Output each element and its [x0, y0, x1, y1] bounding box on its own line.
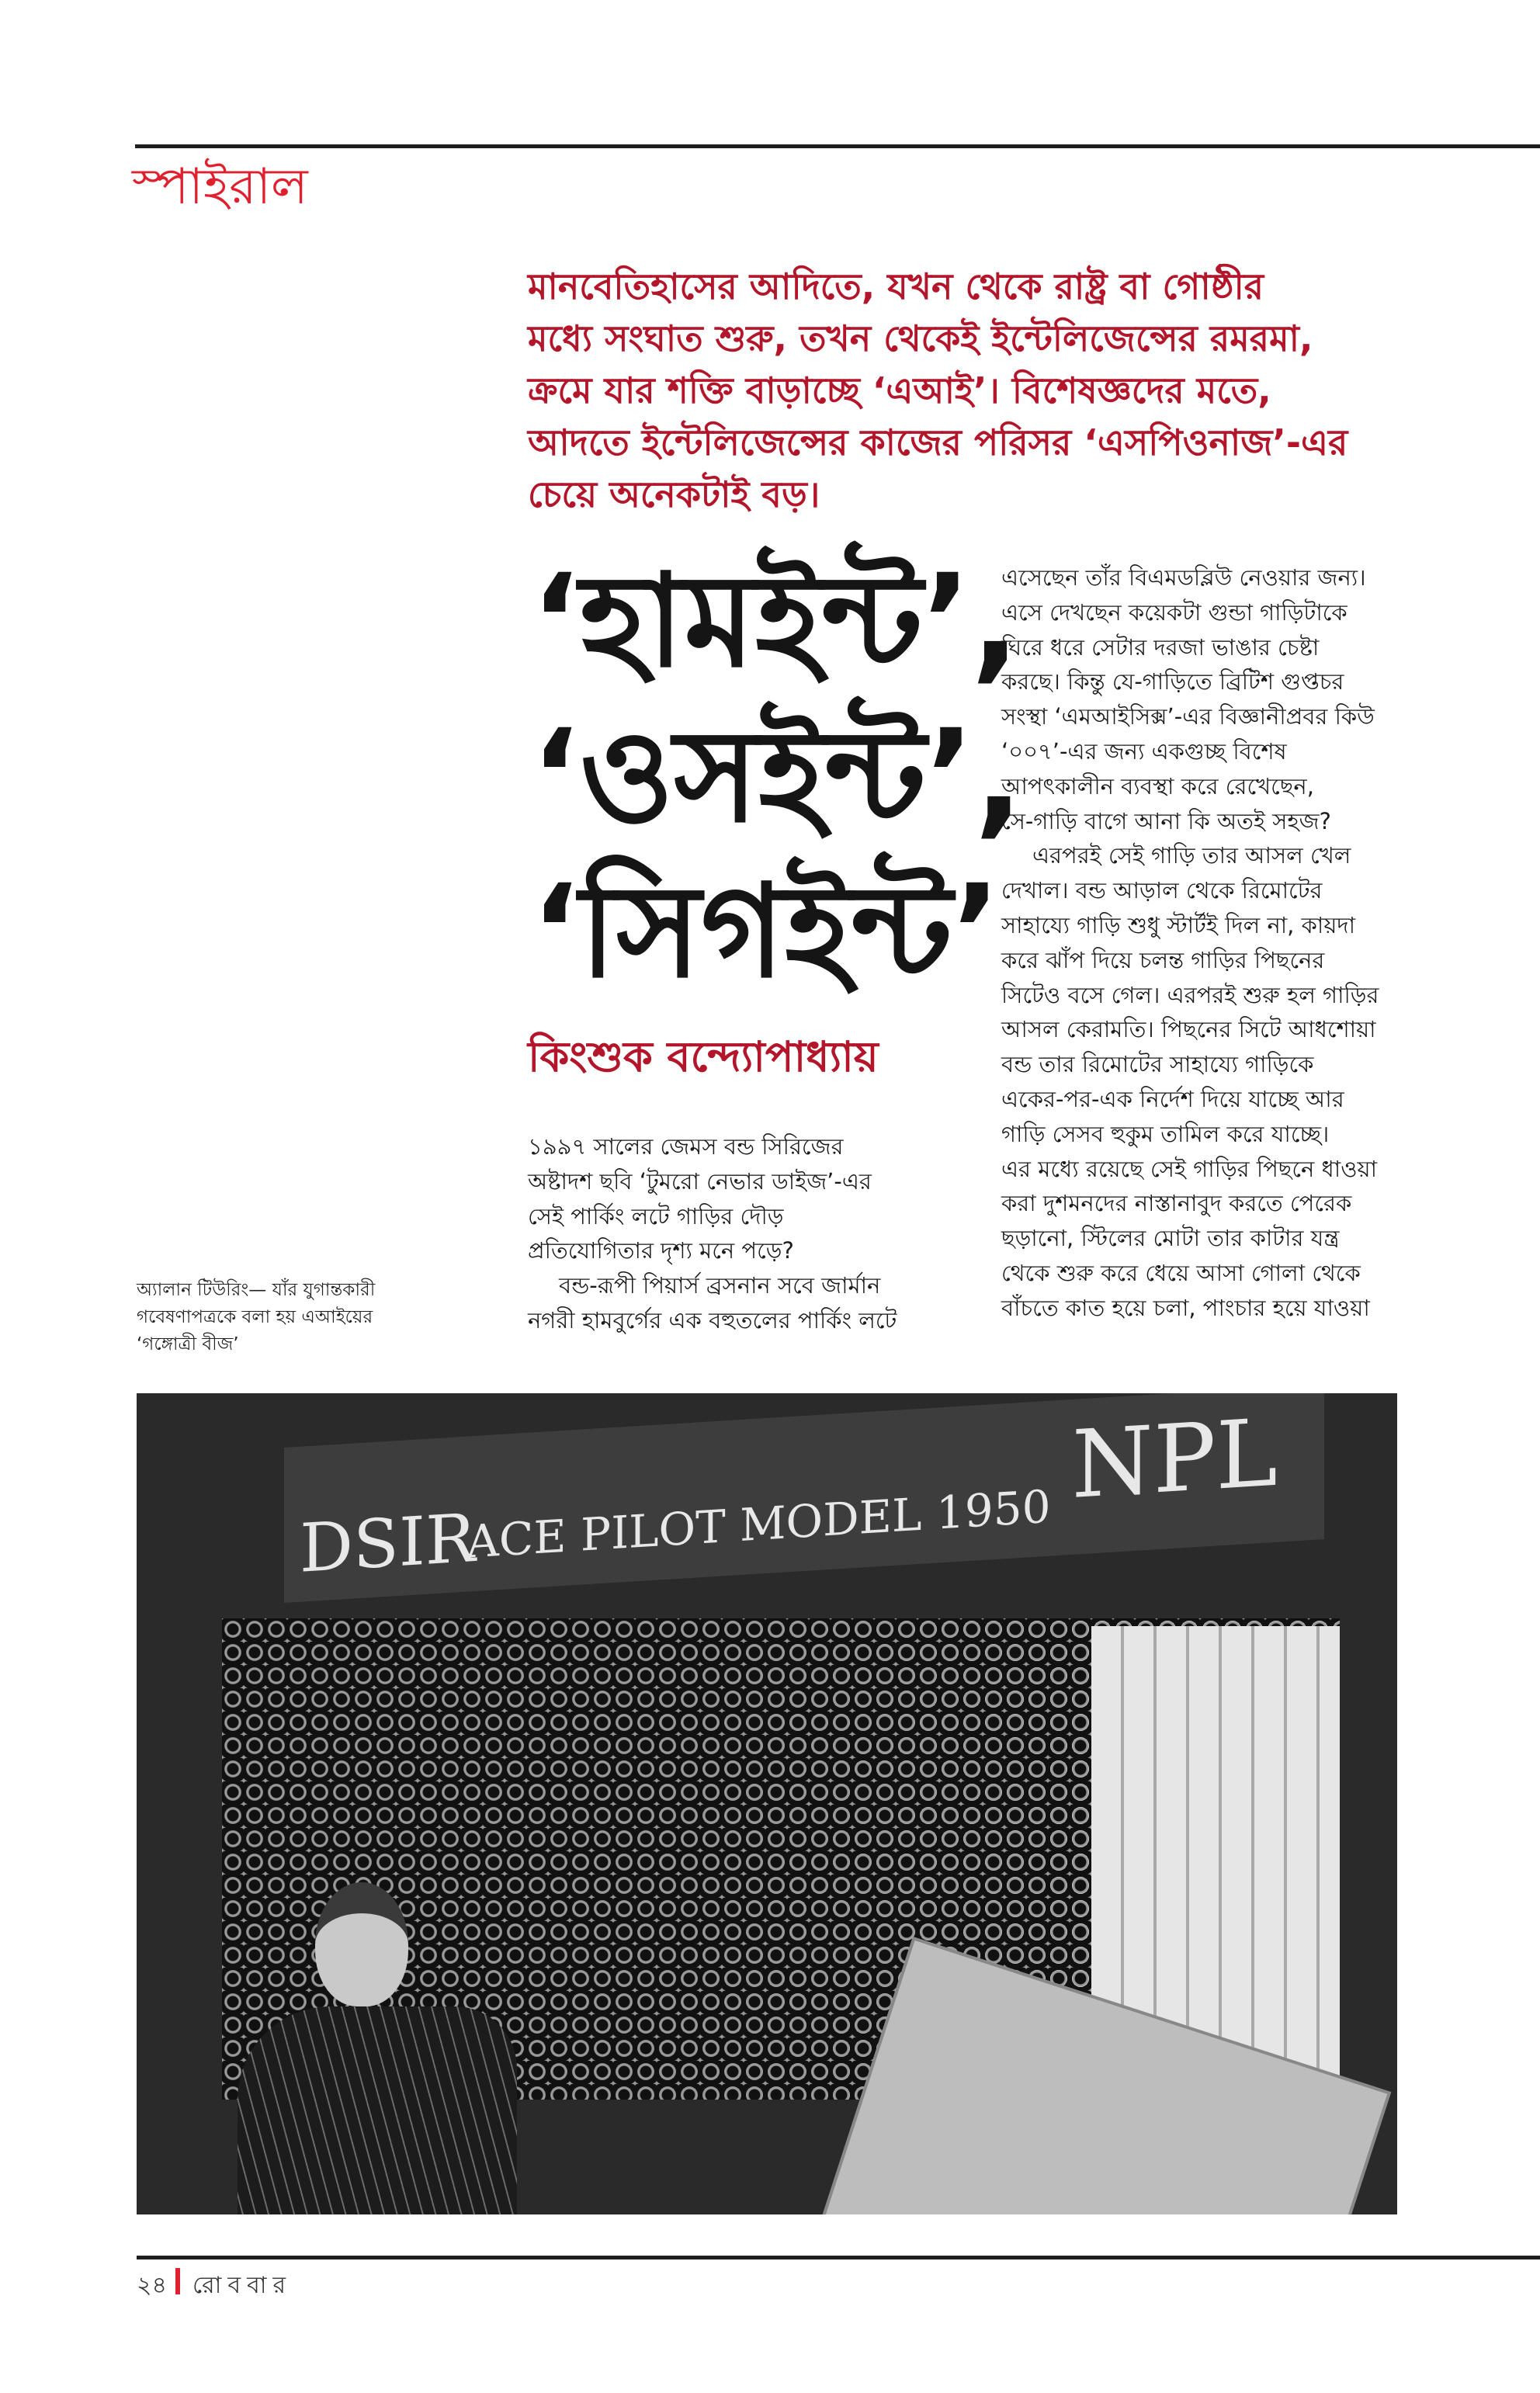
body-line: আসল কেরামতি। পিছনের সিটে আধশোয়া — [1001, 1016, 1376, 1043]
standfirst — [528, 261, 1428, 521]
body-line: অষ্টাদশ ছবি ‘টুমরো নেভার ডাইজ’-এর — [528, 1167, 872, 1195]
headline-line: ‘হামইন্ট’, — [531, 546, 1020, 695]
caption-line: অ্যালান টিউরিং— যাঁর যুগান্তকারী — [137, 1280, 376, 1300]
person-head — [315, 1882, 408, 2006]
body-line: এর মধ্যে রয়েছে সেই গাড়ির পিছনে ধাওয়া — [1001, 1155, 1378, 1182]
body-line: গাড়ি সেসব হুকুম তামিল করে যাচ্ছে। — [1001, 1120, 1330, 1147]
person-body — [238, 2006, 517, 2214]
standfirst-line: ক্রমে যার শক্তি বাড়াচ্ছে ‘এআই’। বিশেষজ্ঞদের মতে, — [528, 369, 1271, 411]
sign-text-right: NPL — [1071, 1399, 1278, 1520]
body-line: বন্ড-রূপী পিয়ার্স ব্রসনান সবে জার্মান — [559, 1272, 881, 1299]
body-line: সেই পার্কিং লটে গাড়ির দৌড় — [528, 1202, 784, 1229]
body-line: সাহায্যে গাড়ি শুধু স্টার্টই দিল না, কায়দা — [1001, 911, 1356, 938]
photo-sign — [284, 1393, 1324, 1603]
body-line: এরপরই সেই গাড়ি তার আসল খেল — [1032, 842, 1351, 869]
body-column-right — [1001, 560, 1413, 1326]
body-line: করে ঝাঁপ দিয়ে চলন্ত গাড়ির পিছনের — [1001, 946, 1325, 973]
body-line: সিটেও বসে গেল। এরপরই শুরু হল গাড়ির — [1001, 981, 1379, 1008]
headline-line: ‘ওসইন্ট’, — [531, 702, 1024, 851]
body-line: করছে। কিন্তু যে-গাড়িতে ব্রিটিশ গুপ্তচর — [1001, 668, 1344, 695]
caption-line: ‘গঙ্গোত্রী বীজ’ — [137, 1334, 239, 1354]
sign-text-middle: ACE PILOT MODEL 1950 — [467, 1479, 1051, 1569]
body-line: একের-পর-এক নির্দেশ দিয়ে যাচ্ছে আর — [1001, 1085, 1344, 1112]
body-line: ১৯৯৭ সালের জেমস বন্ড সিরিজের — [528, 1133, 844, 1160]
headline — [531, 543, 1023, 1009]
body-line: আপৎকালীন ব্যবস্থা করে রেখেছেন, — [1001, 772, 1314, 799]
body-line: সে-গাড়ি বাগে আনা কি অতই সহজ? — [1001, 807, 1331, 834]
sign-text-left: DSIR — [300, 1499, 476, 1588]
body-line: সংস্থা ‘এমআইসিক্স’-এর বিজ্ঞানীপ্রবর কিউ — [1001, 703, 1375, 730]
byline: কিংশুক বন্দ্যোপাধ্যায় — [528, 1032, 879, 1081]
body-line: দেখাল। বন্ড আড়াল থেকে রিমোটের — [1001, 877, 1323, 904]
headline-line: ‘সিগইন্ট’ — [531, 857, 1001, 1006]
caption-line: গবেষণাপত্রকে বলা হয় এআইয়ের — [137, 1307, 373, 1327]
bottom-rule — [137, 2256, 1540, 2259]
body-line: ছড়ানো, স্টিলের মোটা তার কাটার যন্ত্র — [1001, 1225, 1340, 1252]
body-line: নগরী হামবুর্গের এক বহুতলের পার্কিং লটে — [528, 1306, 897, 1333]
standfirst-line: আদতে ইন্টেলিজেন্সের কাজের পরিসর ‘এসপিওনাজ’-এর — [528, 421, 1348, 463]
body-line: প্রতিযোগিতার দৃশ্য মনে পড়ে? — [528, 1237, 794, 1264]
top-rule — [135, 144, 1540, 148]
body-line: বাঁচতে কাত হয়ে চলা, পাংচার হয়ে যাওয়া — [1001, 1294, 1370, 1321]
body-line: বন্ড তার রিমোটের সাহায্যে গাড়িকে — [1001, 1051, 1314, 1078]
ace-computer-photo — [137, 1393, 1397, 2214]
photo-caption — [137, 1277, 432, 1358]
body-line: করা দুশমনদের নাস্তানাবুদ করতে পেরেক — [1001, 1190, 1352, 1217]
page-number: ২৪ — [137, 2272, 167, 2299]
body-line: ঘিরে ধরে সেটার দরজা ভাঙার চেষ্টা — [1001, 633, 1320, 661]
magazine-name: রোববার — [192, 2272, 292, 2299]
body-line: এসেছেন তাঁর বিএমডব্লিউ নেওয়ার জন্য। — [1001, 564, 1366, 591]
standfirst-line: চেয়ে অনেকটাই বড়। — [528, 473, 820, 515]
standfirst-line: মানবেতিহাসের আদিতে, যখন থেকে রাষ্ট্র বা গোষ্ঠীর — [528, 265, 1264, 307]
body-line: এসে দেখছেন কয়েকটা গুন্ডা গাড়িটাকে — [1001, 598, 1348, 626]
footer-divider — [175, 2268, 180, 2294]
body-line: ‘০০৭’-এর জন্য একগুচ্ছ বিশেষ — [1001, 737, 1287, 765]
body-line: থেকে শুরু করে ধেয়ে আসা গোলা থেকে — [1001, 1259, 1361, 1286]
body-column-left — [528, 1129, 962, 1338]
section-label: স্পাইরাল — [132, 158, 308, 216]
standfirst-line: মধ্যে সংঘাত শুরু, তখন থেকেই ইন্টেলিজেন্সের রমরমা, — [528, 317, 1313, 359]
